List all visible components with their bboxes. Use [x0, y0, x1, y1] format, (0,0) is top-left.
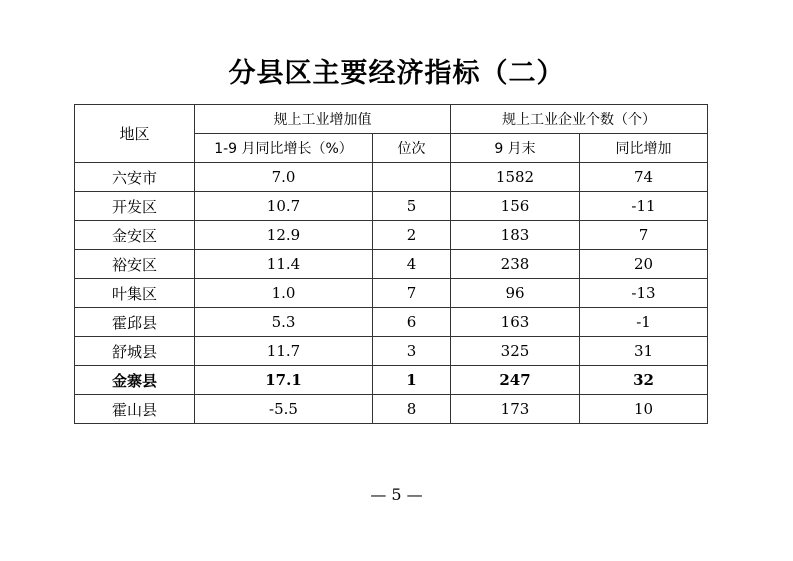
table-header — [75, 105, 708, 163]
cell-yoy-increase: 74 — [580, 163, 708, 192]
cell-september-end: 183 — [451, 221, 580, 250]
cell-growth: 11.7 — [195, 337, 373, 366]
cell-growth: -5.5 — [195, 395, 373, 424]
cell-september-end: 325 — [451, 337, 580, 366]
cell-rank: 1 — [373, 366, 451, 395]
cell-september-end: 173 — [451, 395, 580, 424]
cell-region: 裕安区 — [75, 250, 195, 279]
table-row — [75, 395, 708, 424]
cell-growth: 7.0 — [195, 163, 373, 192]
table-row — [75, 250, 708, 279]
cell-rank: 2 — [373, 221, 451, 250]
cell-rank: 3 — [373, 337, 451, 366]
cell-yoy-increase: -13 — [580, 279, 708, 308]
header-yoy-increase: 同比增加 — [580, 134, 708, 163]
cell-yoy-increase: 31 — [580, 337, 708, 366]
table-row — [75, 279, 708, 308]
economic-indicators-table — [74, 104, 708, 424]
cell-yoy-increase: -1 — [580, 308, 708, 337]
cell-rank: 5 — [373, 192, 451, 221]
table-body — [75, 163, 708, 424]
cell-september-end: 163 — [451, 308, 580, 337]
table-row — [75, 366, 708, 395]
header-growth: 1-9 月同比增长（%） — [195, 134, 373, 163]
page-title: 分县区主要经济指标（二） — [228, 58, 565, 89]
header-industrial-value-added: 规上工业增加值 — [195, 105, 451, 134]
header-region: 地区 — [75, 105, 195, 163]
header-industrial-enterprise-count: 规上工业企业个数（个） — [451, 105, 708, 134]
cell-growth: 11.4 — [195, 250, 373, 279]
cell-rank: 8 — [373, 395, 451, 424]
cell-growth: 12.9 — [195, 221, 373, 250]
cell-growth: 1.0 — [195, 279, 373, 308]
cell-region: 霍山县 — [75, 395, 195, 424]
cell-rank: 4 — [373, 250, 451, 279]
header-september-end: 9 月末 — [451, 134, 580, 163]
cell-september-end: 156 — [451, 192, 580, 221]
cell-yoy-increase: 32 — [580, 366, 708, 395]
cell-growth: 17.1 — [195, 366, 373, 395]
header-rank: 位次 — [373, 134, 451, 163]
cell-rank: 7 — [373, 279, 451, 308]
cell-september-end: 238 — [451, 250, 580, 279]
header-row-1 — [75, 105, 708, 134]
cell-region: 金安区 — [75, 221, 195, 250]
table-row — [75, 221, 708, 250]
table-row — [75, 163, 708, 192]
cell-september-end: 1582 — [451, 163, 580, 192]
cell-rank — [373, 163, 451, 192]
cell-growth: 10.7 — [195, 192, 373, 221]
table-row — [75, 337, 708, 366]
cell-growth: 5.3 — [195, 308, 373, 337]
cell-region: 舒城县 — [75, 337, 195, 366]
cell-september-end: 96 — [451, 279, 580, 308]
cell-rank: 6 — [373, 308, 451, 337]
cell-september-end: 247 — [451, 366, 580, 395]
cell-yoy-increase: -11 — [580, 192, 708, 221]
cell-region: 霍邱县 — [75, 308, 195, 337]
cell-region: 六安市 — [75, 163, 195, 192]
cell-region: 开发区 — [75, 192, 195, 221]
table-row — [75, 308, 708, 337]
table-row — [75, 192, 708, 221]
cell-yoy-increase: 7 — [580, 221, 708, 250]
cell-region: 金寨县 — [75, 366, 195, 395]
cell-yoy-increase: 20 — [580, 250, 708, 279]
cell-region: 叶集区 — [75, 279, 195, 308]
page-number: — 5 — — [370, 485, 423, 504]
cell-yoy-increase: 10 — [580, 395, 708, 424]
